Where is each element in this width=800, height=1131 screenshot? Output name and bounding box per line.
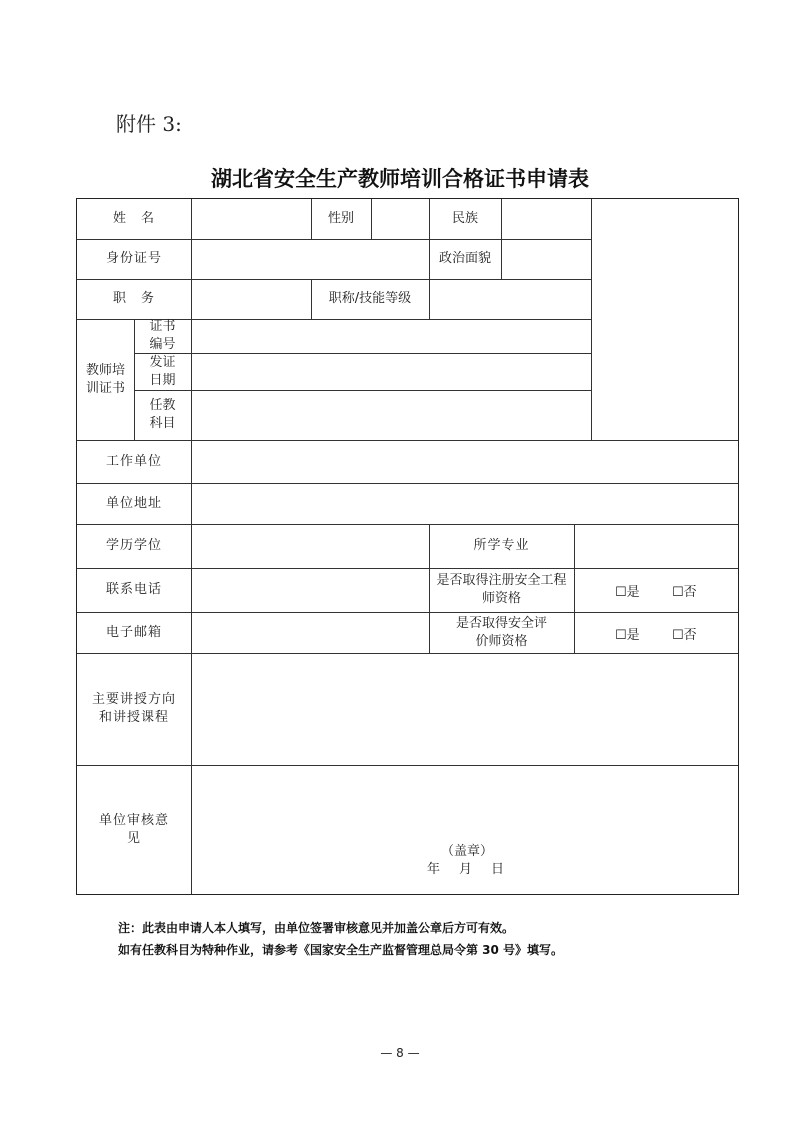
address-label: 单位地址 bbox=[105, 495, 162, 511]
evaluator-yes-checkbox[interactable]: ☐是 bbox=[615, 628, 640, 643]
position-label: 职 务 bbox=[112, 291, 155, 306]
page-number: — 8 — bbox=[380, 1046, 420, 1060]
education-label: 学历学位 bbox=[105, 538, 162, 553]
issue-date-label: 发证日期 bbox=[149, 354, 176, 388]
political-status-label: 政治面貌 bbox=[438, 251, 491, 266]
note-line-2: 如有任教科目为特种作业，请参考《国家安全生产监督管理总局令第 30 号》填写。 bbox=[118, 943, 564, 957]
reg-engineer-no-checkbox[interactable]: ☐否 bbox=[672, 585, 697, 600]
teacher-cert-label: 教师培训证书 bbox=[85, 362, 125, 396]
evaluator-label: 是否取得安全评价师资格 bbox=[455, 615, 547, 649]
reg-engineer-label: 是否取得注册安全工程师资格 bbox=[436, 573, 567, 606]
ethnicity-label: 民族 bbox=[451, 211, 478, 226]
note-line-1: 注：此表由申请人本人填写，由单位签署审核意见并加盖公章后方可有效。 bbox=[118, 921, 515, 935]
id-number-label: 身份证号 bbox=[105, 251, 162, 266]
application-form-table bbox=[76, 198, 739, 895]
evaluator-no-checkbox[interactable]: ☐否 bbox=[672, 628, 697, 643]
form-title: 湖北省安全生产教师培训合格证书申请表 bbox=[211, 167, 589, 191]
name-label: 姓 名 bbox=[112, 211, 155, 226]
reg-engineer-yes-checkbox[interactable]: ☐是 bbox=[615, 585, 640, 600]
attachment-label: 附件 3: bbox=[116, 112, 182, 136]
employer-label: 工作单位 bbox=[105, 453, 162, 469]
gender-label: 性别 bbox=[327, 211, 354, 226]
review-label: 单位审核意见 bbox=[98, 812, 169, 846]
title-level-label: 职称/技能等级 bbox=[328, 291, 412, 306]
subject-label: 任教科目 bbox=[149, 398, 176, 431]
seal-text: （盖章） bbox=[440, 844, 493, 859]
phone-label: 联系电话 bbox=[105, 582, 162, 597]
date-text: 年 月 日 bbox=[426, 862, 507, 877]
cert-no-label: 证书编号 bbox=[149, 319, 176, 352]
email-label: 电子邮箱 bbox=[105, 624, 162, 640]
major-label: 所学专业 bbox=[473, 538, 530, 553]
courses-label: 主要讲授方向和讲授课程 bbox=[91, 692, 176, 725]
